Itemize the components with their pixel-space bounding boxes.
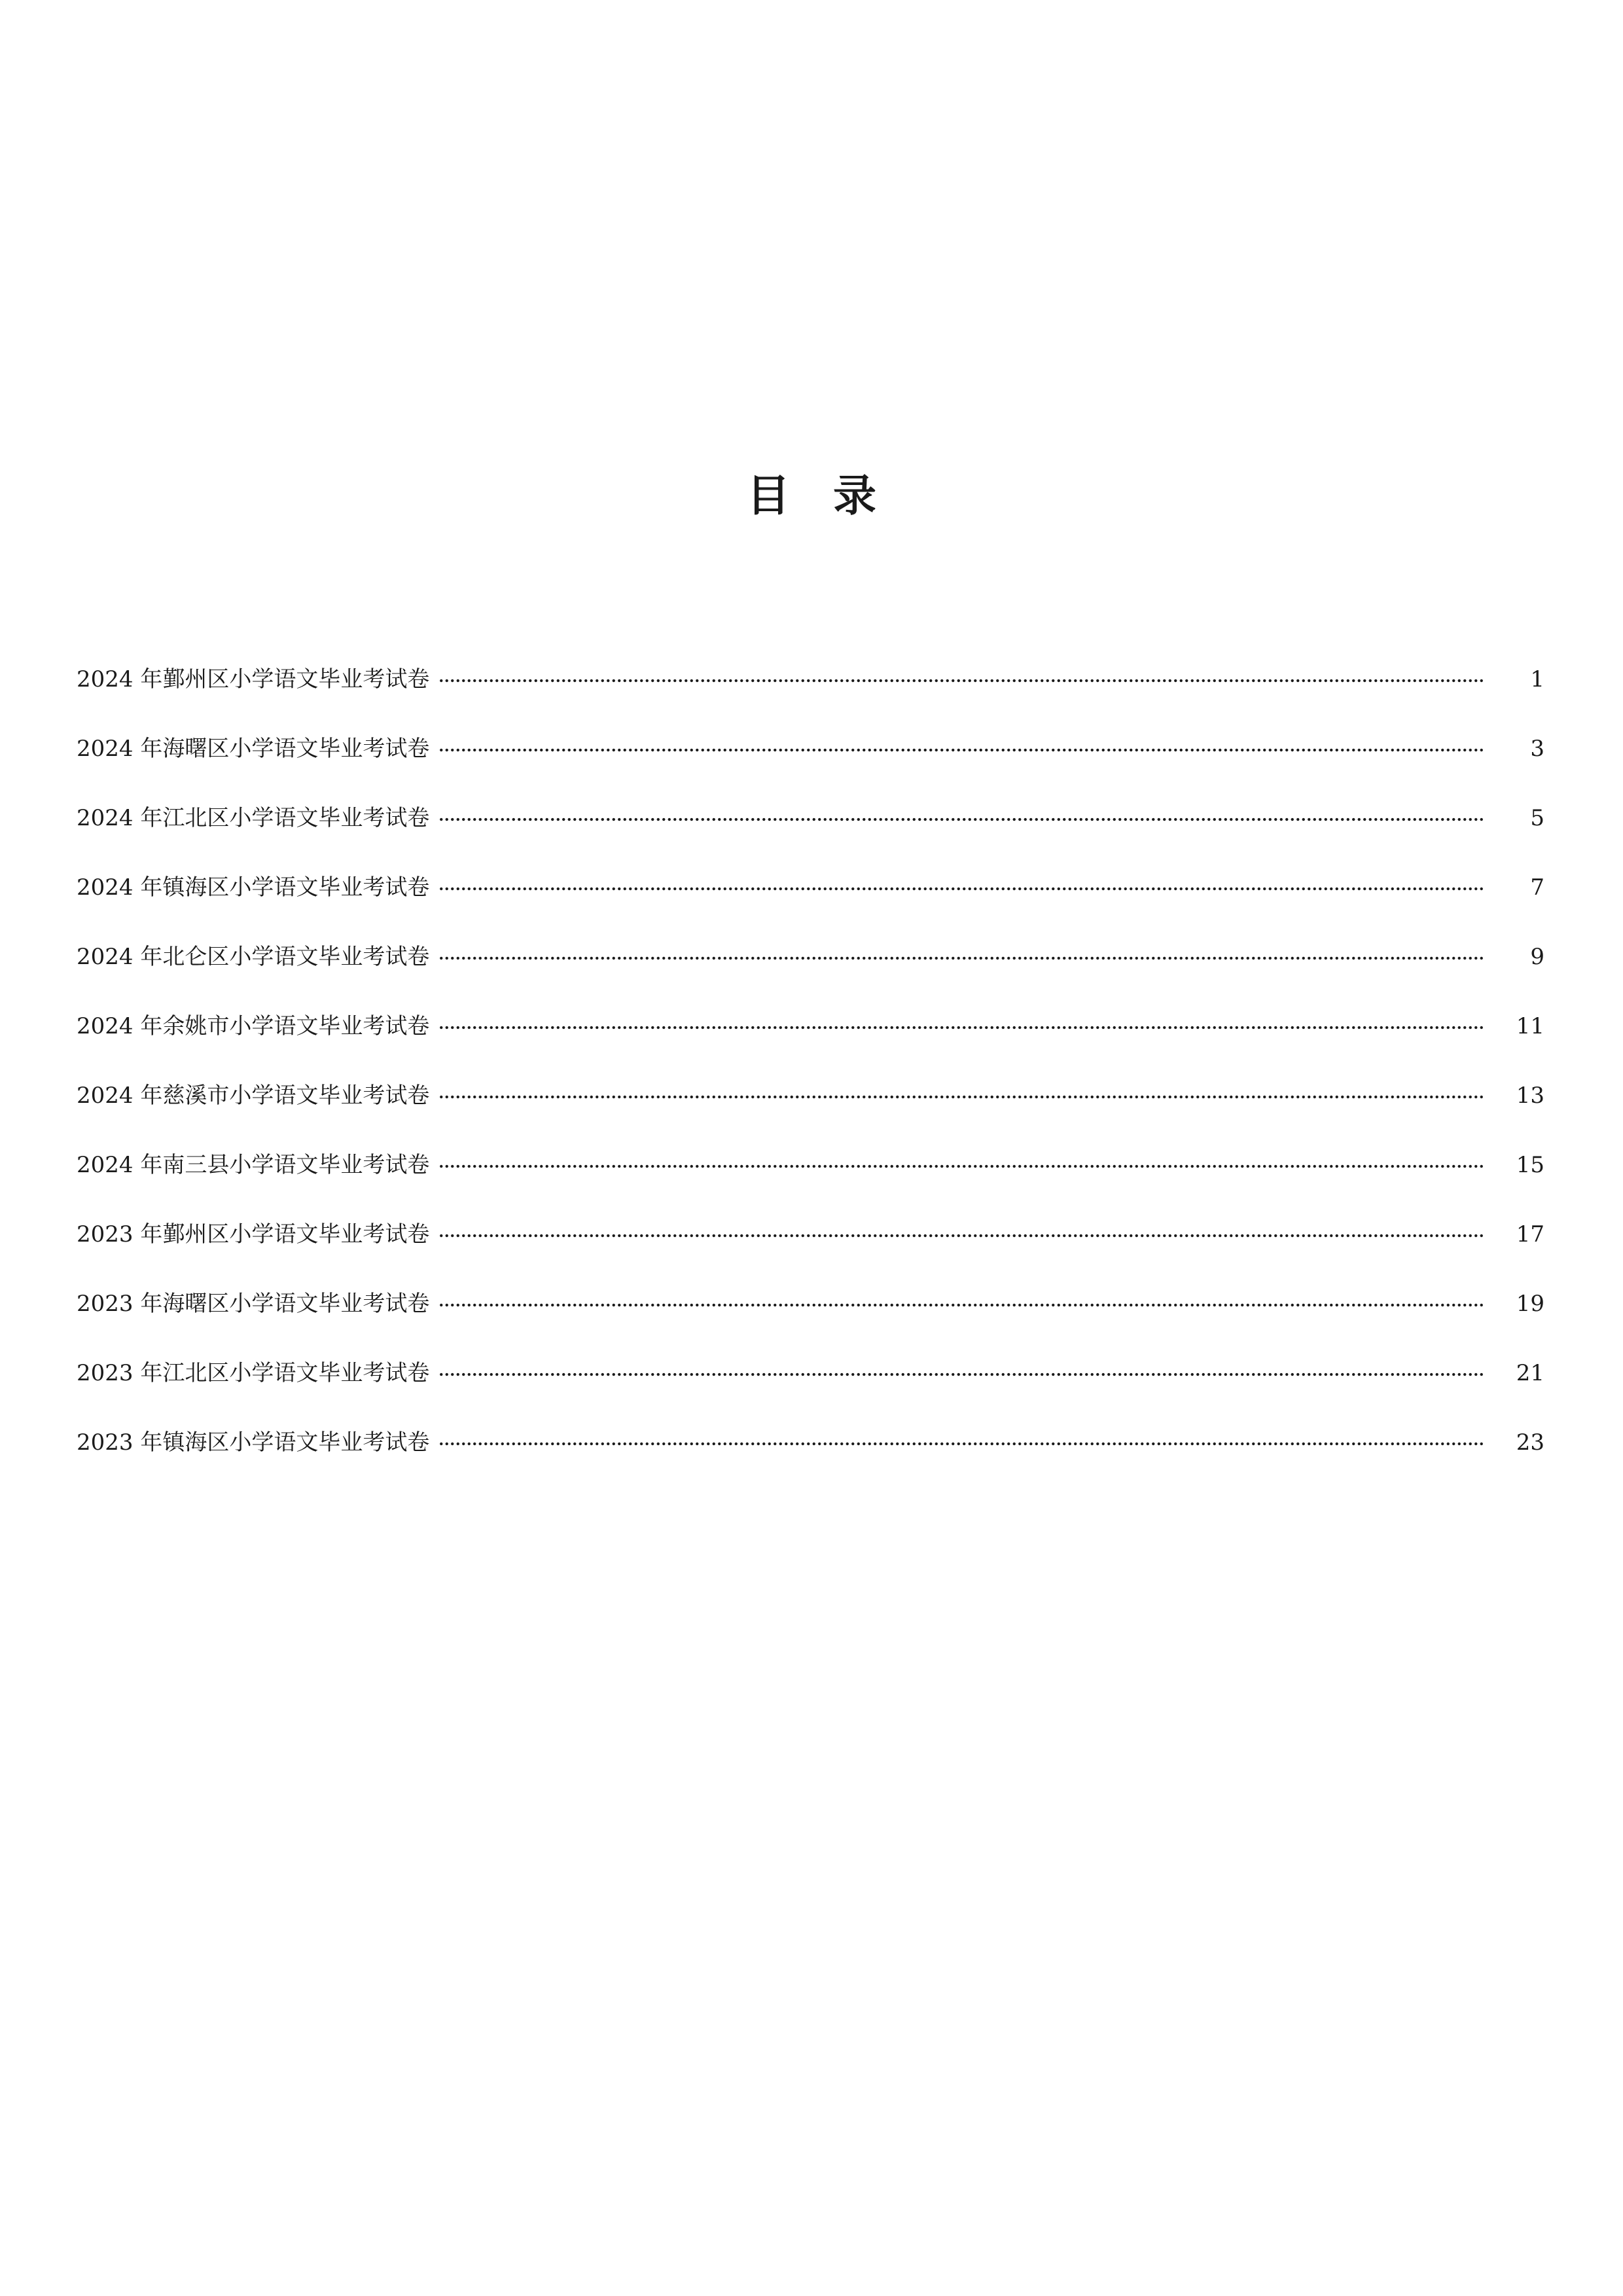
- toc-page-number: 21: [1516, 1360, 1544, 1386]
- toc-entry[interactable]: [77, 714, 1544, 783]
- dot-leader: [438, 1234, 1484, 1238]
- toc-entry[interactable]: [77, 992, 1544, 1061]
- toc-entry-title: 2024 年南三县小学语文毕业考试卷: [77, 1152, 430, 1178]
- dot-leader: [438, 1442, 1484, 1446]
- dot-leader: [438, 1372, 1484, 1376]
- toc-page-number: 11: [1516, 1013, 1544, 1039]
- toc-entry-title: 2023 年江北区小学语文毕业考试卷: [77, 1360, 430, 1386]
- toc-page-number: 7: [1530, 874, 1544, 901]
- toc-entry[interactable]: [77, 1200, 1544, 1269]
- toc-entry[interactable]: [77, 1408, 1544, 1477]
- toc-entry[interactable]: [77, 922, 1544, 992]
- toc-entry[interactable]: [77, 1130, 1544, 1200]
- toc-entry-title: 2024 年江北区小学语文毕业考试卷: [77, 805, 430, 831]
- dot-leader: [438, 748, 1484, 752]
- dot-leader: [438, 1303, 1484, 1307]
- toc-entry[interactable]: [77, 645, 1544, 714]
- toc-page-number: 23: [1516, 1429, 1544, 1456]
- toc-entry-title: 2024 年镇海区小学语文毕业考试卷: [77, 874, 430, 901]
- toc-page-number: 1: [1530, 666, 1544, 692]
- toc-page-number: 5: [1530, 805, 1544, 831]
- dot-leader: [438, 887, 1484, 891]
- dot-leader: [438, 1026, 1484, 1030]
- page-title-char: 目: [747, 470, 790, 521]
- toc-entry-title: 2024 年余姚市小学语文毕业考试卷: [77, 1013, 430, 1039]
- toc-entry-title: 2023 年镇海区小学语文毕业考试卷: [77, 1429, 430, 1456]
- toc-page-number: 9: [1530, 944, 1544, 970]
- toc-entry[interactable]: [77, 1338, 1544, 1408]
- toc-page-number: 19: [1516, 1291, 1544, 1317]
- dot-leader: [438, 956, 1484, 960]
- dot-leader: [438, 1095, 1484, 1099]
- toc-entry-title: 2023 年海曙区小学语文毕业考试卷: [77, 1291, 430, 1317]
- page-title: [0, 466, 1623, 525]
- dot-leader: [438, 1164, 1484, 1168]
- page-title-char: 录: [833, 470, 876, 521]
- toc-entry-title: 2024 年慈溪市小学语文毕业考试卷: [77, 1083, 430, 1109]
- toc-entry[interactable]: [77, 1269, 1544, 1338]
- toc-entry[interactable]: [77, 783, 1544, 853]
- toc-entry[interactable]: [77, 1061, 1544, 1130]
- toc-entry-title: 2024 年鄞州区小学语文毕业考试卷: [77, 666, 430, 692]
- toc-page-number: 15: [1516, 1152, 1544, 1178]
- dot-leader: [438, 679, 1484, 683]
- toc-entry-title: 2024 年海曙区小学语文毕业考试卷: [77, 736, 430, 762]
- toc-entry-title: 2024 年北仑区小学语文毕业考试卷: [77, 944, 430, 970]
- dot-leader: [438, 817, 1484, 821]
- toc-page-number: 17: [1516, 1221, 1544, 1247]
- toc-entry-title: 2023 年鄞州区小学语文毕业考试卷: [77, 1221, 430, 1247]
- toc-page-number: 3: [1530, 736, 1544, 762]
- toc-page-number: 13: [1516, 1083, 1544, 1109]
- toc-entry[interactable]: [77, 853, 1544, 922]
- table-of-contents: [77, 645, 1544, 1477]
